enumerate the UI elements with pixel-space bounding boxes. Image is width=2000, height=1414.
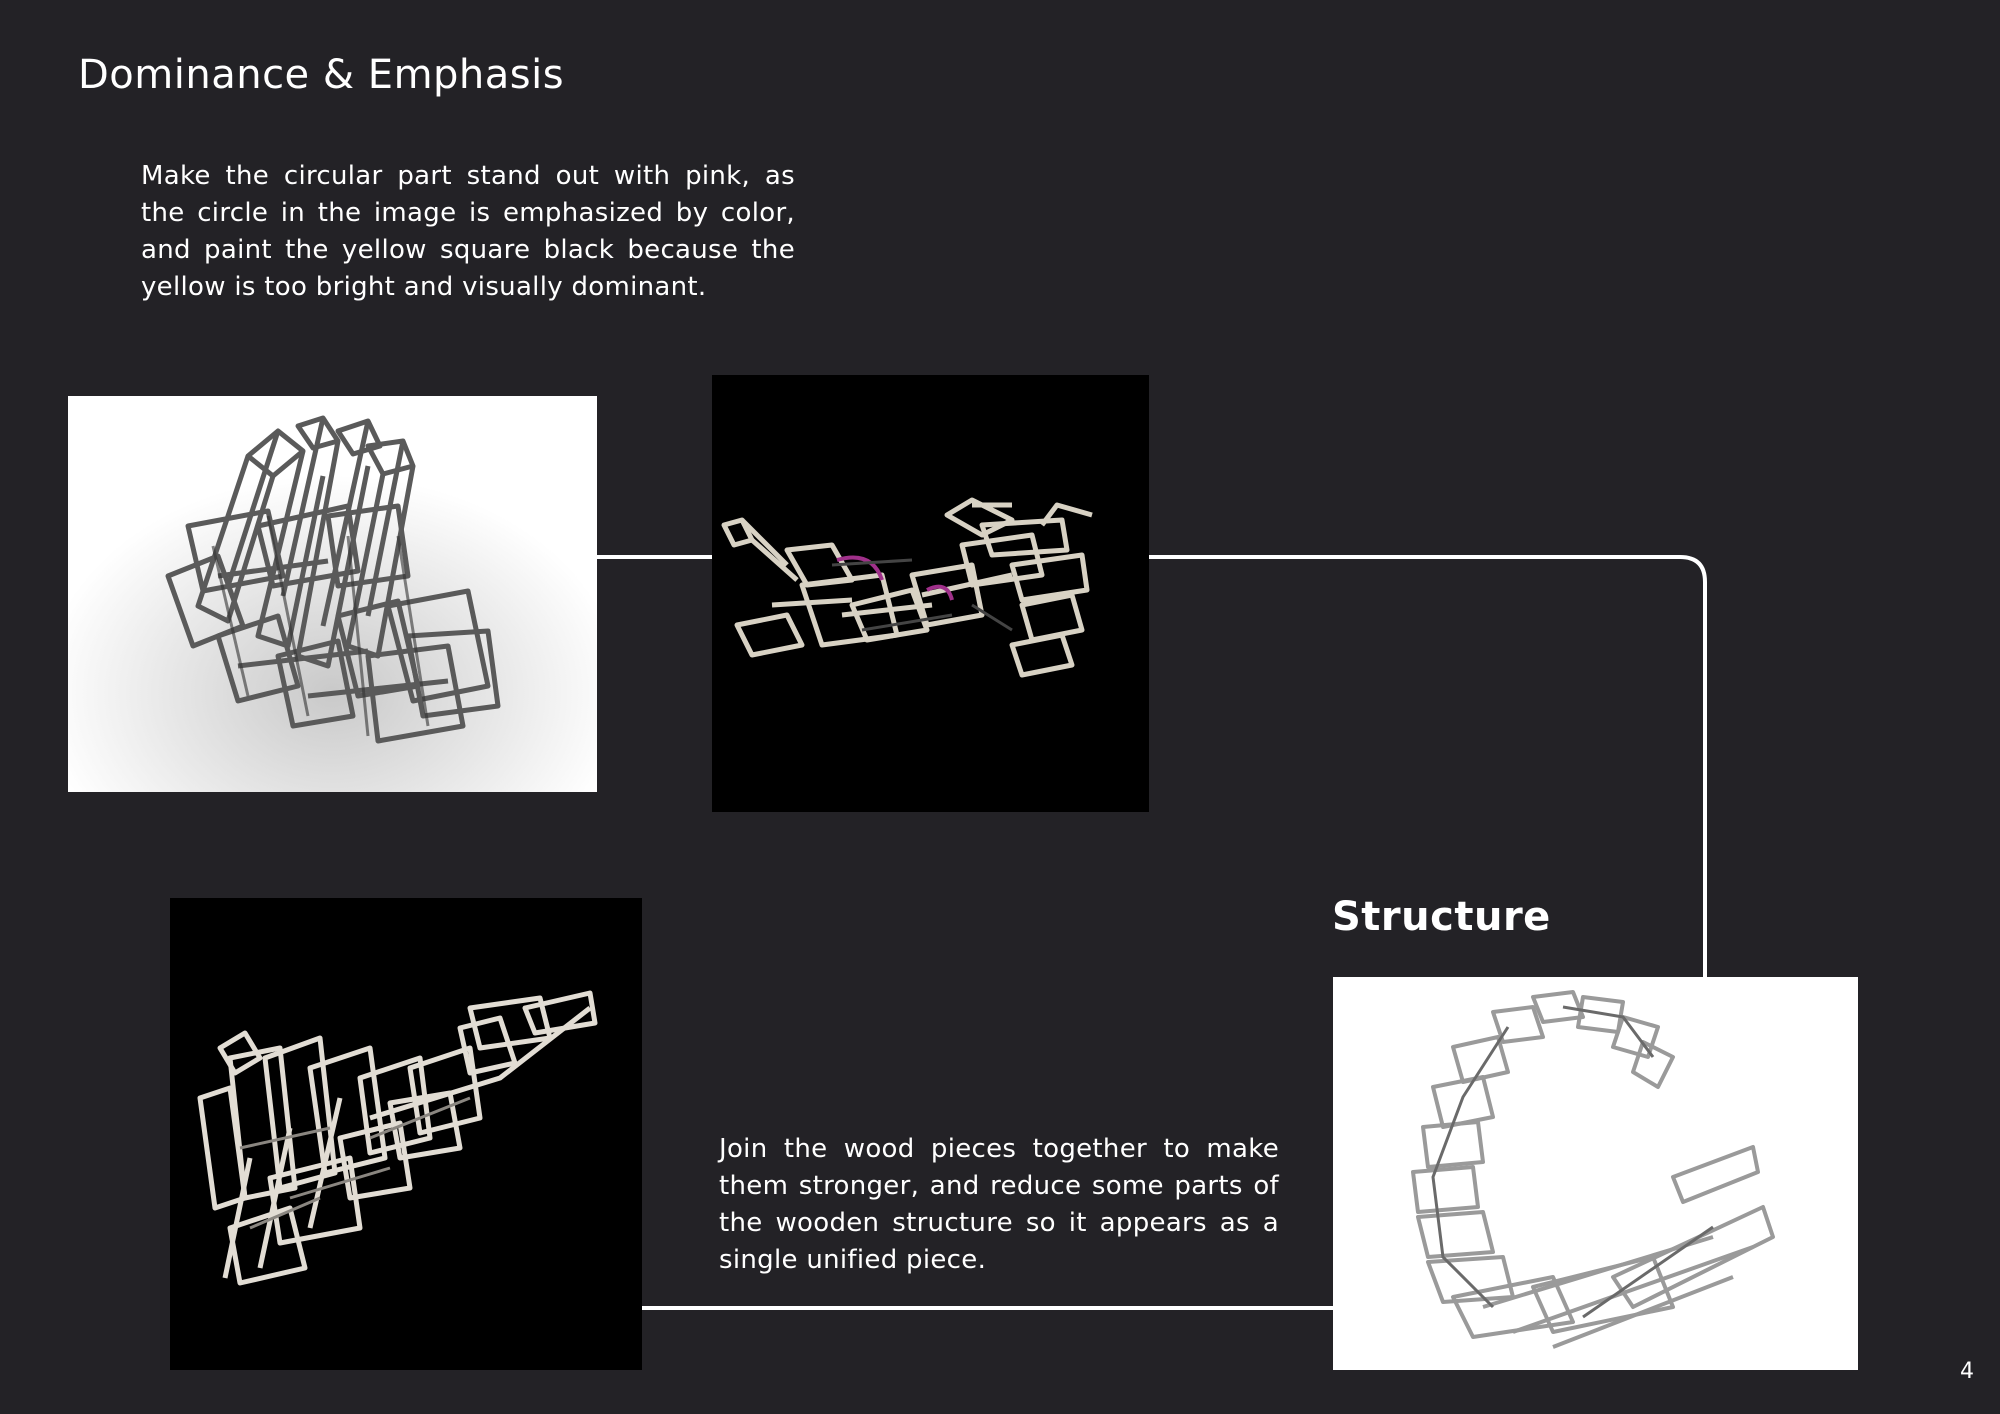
intro-paragraph: Make the circular part stand out with pink, as the circle in the image is emphasized by color, and paint the yellow square black because the yellow is too bright and visually dominant. <box>141 161 795 302</box>
model-image-4 <box>1333 977 1858 1370</box>
section-title-structure: Structure <box>1332 894 1551 940</box>
structure-paragraph: Join the wood pieces together to make them stronger, and reduce some parts of the wooden structure so it appears as a single unified piece. <box>719 1134 1279 1275</box>
wireframe-sculpture-light-icon <box>170 898 642 1370</box>
wireframe-sculpture-dark-icon <box>68 396 597 792</box>
model-image-2 <box>712 375 1149 812</box>
page-number: 4 <box>1960 1359 1974 1384</box>
wireframe-sculpture-light-pink-accent-icon <box>712 375 1149 812</box>
model-image-3 <box>170 898 642 1370</box>
page-title: Dominance & Emphasis <box>78 52 565 98</box>
model-image-1 <box>68 396 597 792</box>
wireframe-sculpture-curved-icon <box>1333 977 1858 1370</box>
